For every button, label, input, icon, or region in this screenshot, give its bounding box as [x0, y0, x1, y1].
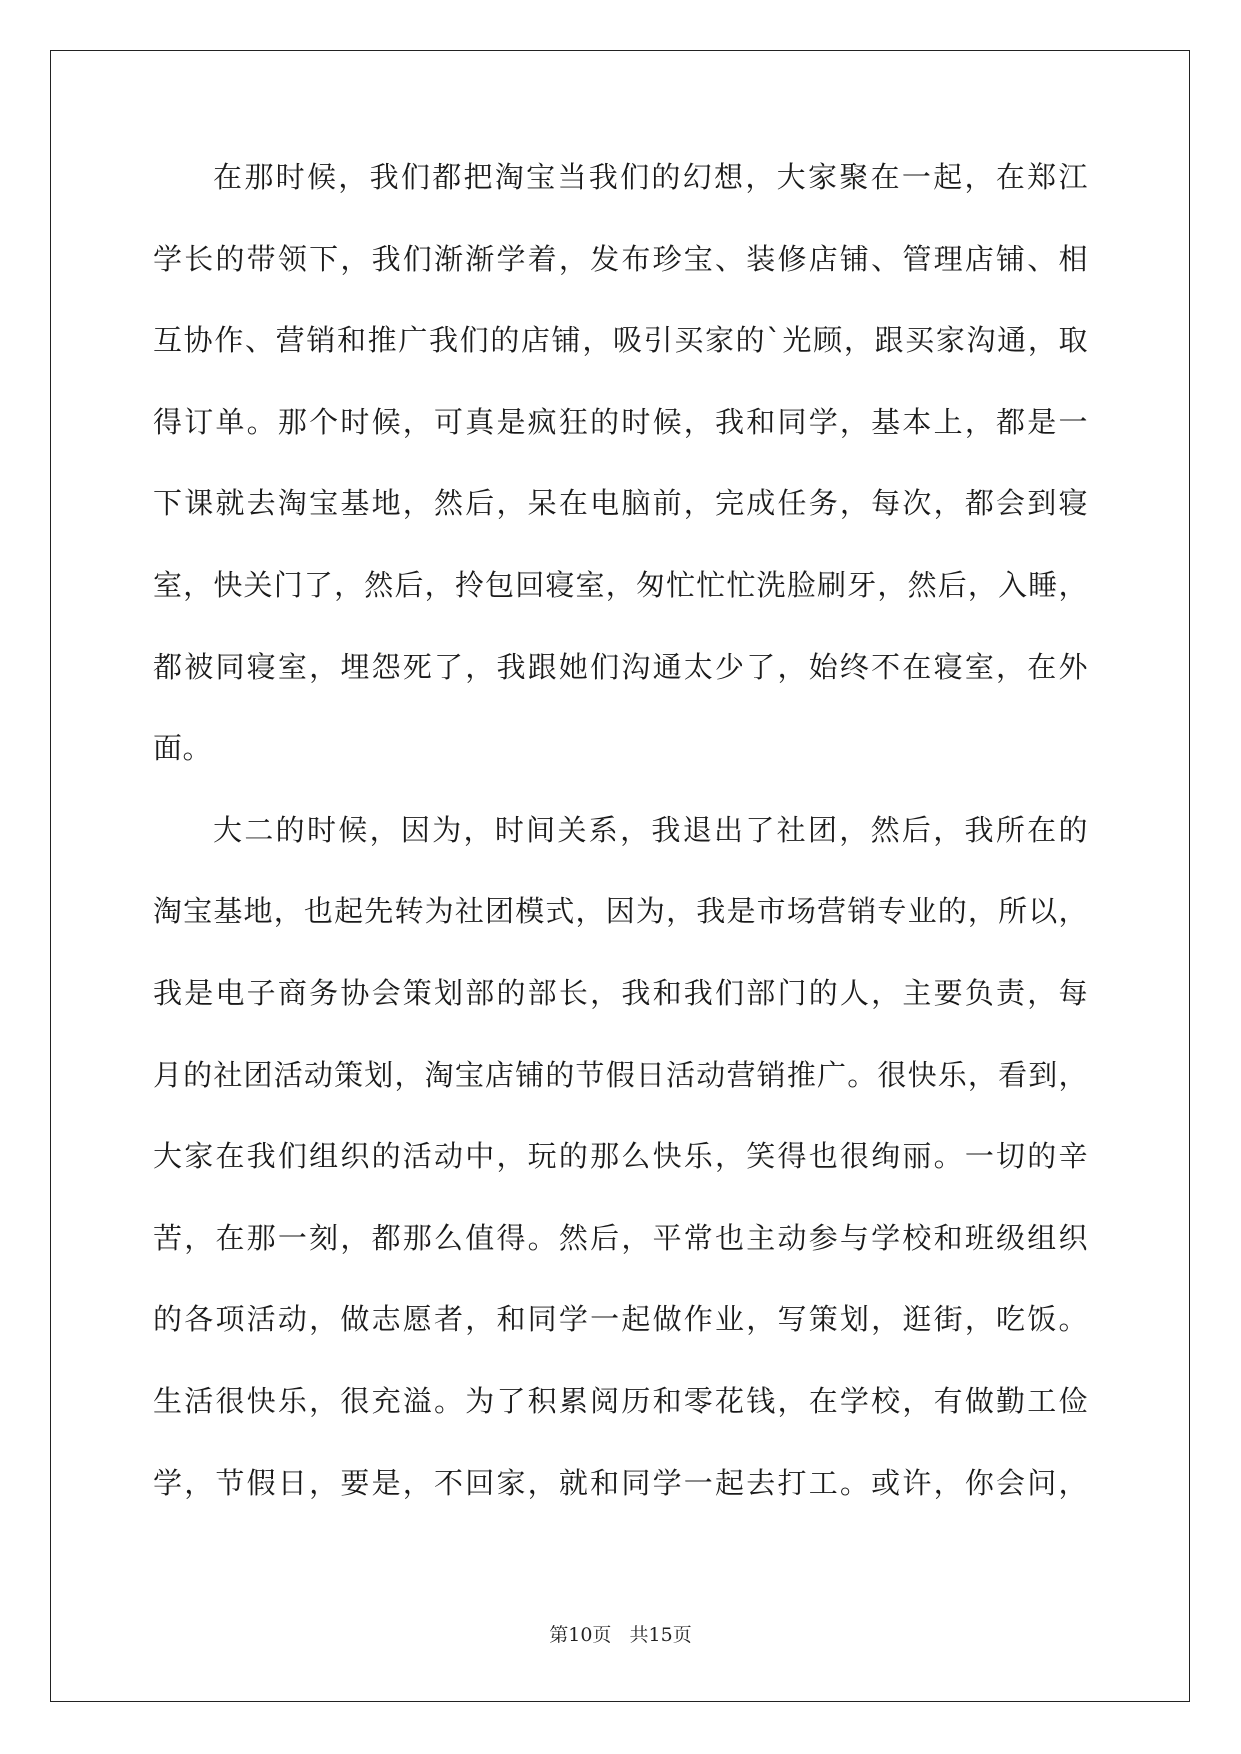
text-line: 生活很快乐，很充溢。为了积累阅历和零花钱，在学校，有做勤工俭 [153, 1383, 1088, 1418]
text-line: 月的社团活动策划，淘宝店铺的节假日活动营销推广。很快乐，看到， [153, 1057, 1088, 1092]
text-line: 学长的带领下，我们渐渐学着，发布珍宝、装修店铺、管理店铺、相 [153, 241, 1088, 276]
text-line: 都被同寝室，埋怨死了，我跟她们沟通太少了，始终不在寝室，在外 [153, 649, 1088, 684]
text-line: 大二的时候，因为，时间关系，我退出了社团，然后，我所在的 [213, 812, 1088, 847]
text-line: 我是电子商务协会策划部的部长，我和我们部门的人，主要负责，每 [153, 975, 1088, 1010]
text-line: 面。 [153, 731, 213, 766]
text-line: 苦，在那一刻，都那么值得。然后，平常也主动参与学校和班级组织 [153, 1220, 1088, 1255]
text-line: 大家在我们组织的活动中，玩的那么快乐，笑得也很绚丽。一切的辛 [153, 1139, 1088, 1174]
text-line: 淘宝基地，也起先转为社团模式，因为，我是市场营销专业的，所以， [153, 894, 1088, 929]
text-line: 在那时候，我们都把淘宝当我们的幻想，大家聚在一起，在郑江 [213, 160, 1088, 194]
document-body [153, 162, 1088, 1549]
text-line: 得订单。那个时候，可真是疯狂的时候，我和同学，基本上，都是一 [153, 404, 1088, 439]
text-line: 互协作、营销和推广我们的店铺，吸引买家的`光顾，跟买家沟通，取 [153, 323, 1088, 358]
text-line: 下课就去淘宝基地，然后，呆在电脑前，完成任务，每次，都会到寝 [153, 486, 1088, 521]
text-line: 学，节假日，要是，不回家，就和同学一起去打工。或许，你会问， [153, 1465, 1088, 1500]
text-line: 的各项活动，做志愿者，和同学一起做作业，写策划，逛街，吃饭。 [153, 1302, 1088, 1337]
page-number-footer: 第10页 共15页 [549, 1624, 692, 1646]
text-line: 室，快关门了，然后，拎包回寝室，匆忙忙忙洗脸刷牙，然后，入睡， [153, 567, 1088, 602]
